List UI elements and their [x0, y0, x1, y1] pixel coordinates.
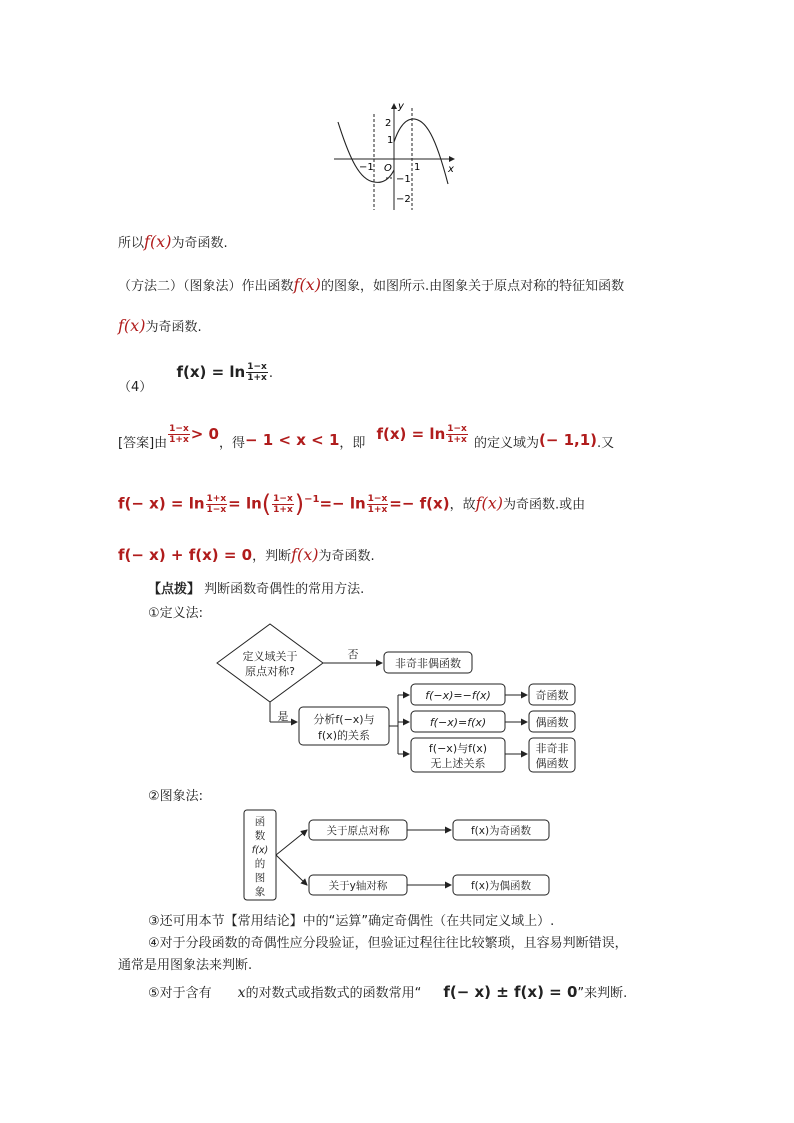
y-axis-label: y: [398, 101, 404, 112]
method-4-line2: 通常是用图象法来判断.: [118, 958, 253, 973]
sym-y-text: 关于y轴对称: [328, 880, 388, 892]
method-3-text: ③还可用本节【常用结论】中的“运算”确定奇偶性（在共同定义域上）.: [148, 914, 555, 929]
line-6: f(− x) = ln $\frac{1+x}{1-x}$ = ln( $\frac{1-x}{1+x}$ )$^{-1}$=− ln $\frac{1-x}{1+x}$ =− f(x)，故f(x)为奇函数.或由: [118, 490, 586, 518]
cond1-text: f(−x)=−f(x): [425, 689, 491, 702]
l5-f-lhs: f(x) = ln: [376, 425, 446, 443]
analyze-line2: f(x)的关系: [318, 729, 370, 742]
m5-x: x: [237, 985, 246, 1001]
x-axis-label: x: [448, 164, 454, 175]
tick-1: 1: [387, 135, 394, 146]
m5-prefix: ⑤对于含有: [148, 986, 212, 1001]
l6-fx: f(x): [475, 493, 504, 513]
diamond-line1: 定义域关于: [242, 650, 298, 663]
l4-num: （4）: [118, 380, 153, 395]
domain-diamond: [217, 624, 323, 702]
l7-formula: f(− x) + f(x) = 0: [118, 546, 253, 564]
l4-end: .: [268, 366, 273, 381]
l6-f: f(− x) = ln: [118, 494, 205, 513]
l5-get: ，得: [219, 436, 246, 451]
non-odd-even-text: 非奇非偶函数: [395, 657, 461, 670]
l5-domain-text: 的定义域为: [473, 436, 539, 451]
l6-pow: −1: [304, 494, 320, 506]
line-1: [118, 232, 228, 251]
l5-domain: (− 1,1): [538, 431, 598, 449]
graph-method-flowchart: [243, 808, 553, 902]
l5-frac2: $\frac{1-x}{1+x}$: [447, 424, 467, 445]
vbox-char-2: f(x): [251, 845, 269, 856]
m5-formula: f(− x) ± f(x) = 0: [443, 983, 578, 1001]
cond3-line2: 无上述关系: [430, 757, 486, 770]
sym-origin-text: 关于原点对称: [326, 825, 390, 837]
l6-suffix: 为奇函数.或由: [503, 497, 586, 513]
tick-neg2-y: −2: [396, 194, 411, 205]
method-2-label: ②图象法:: [148, 789, 204, 804]
l1-fx: f(x): [144, 232, 172, 251]
l4-frac: $\frac{1-x}{1+x}$: [247, 362, 267, 383]
l6-eq-neg-ln: =− ln: [319, 494, 366, 513]
l6-eq-neg-f: =− f(x): [389, 494, 450, 513]
tick-neg1-y: −1: [396, 174, 411, 185]
m5-suffix: ”来判断.: [577, 986, 628, 1001]
tips-heading: [148, 578, 364, 597]
tick-2: 2: [385, 118, 392, 129]
l2-prefix: （方法二）（图象法）作出函数: [118, 279, 294, 294]
l6-frac3: $\frac{1-x}{1+x}$: [367, 493, 388, 515]
res3-line1: 非奇非: [535, 742, 569, 755]
l7-suffix: 为奇函数.: [318, 549, 375, 564]
method-5: [148, 982, 627, 1001]
line-3: [118, 316, 202, 335]
odd-text: f(x)为奇函数: [470, 825, 532, 837]
line-2: [118, 275, 624, 294]
l4-formula: f(x) = ln: [176, 363, 246, 381]
l3-suffix: 为奇函数.: [145, 320, 202, 335]
even-text: f(x)为偶函数: [470, 880, 532, 892]
l6-frac1: $\frac{1+x}{1-x}$: [206, 493, 227, 515]
no-label: 否: [347, 648, 359, 661]
line-5: [118, 424, 614, 451]
l5-ji: ，即: [339, 436, 366, 451]
res1-text: 奇函数: [535, 689, 569, 702]
yes-label: 是: [277, 710, 289, 723]
method-4-line1: ④对于分段函数的奇偶性应分段验证，但验证过程往往比较繁琐，且容易判断错误，: [148, 936, 628, 951]
vbox-char-5: 象: [254, 886, 266, 898]
line-4: [118, 362, 273, 395]
m5-mid: 的对数式或指数式的函数常用“: [245, 986, 422, 1001]
tips-heading-label: 【点拨】: [148, 582, 201, 597]
line-7: [118, 545, 375, 564]
l6-eq-ln: = ln: [228, 494, 262, 513]
method-1-label: ①定义法:: [148, 606, 204, 621]
l5-ineq: − 1 < x < 1: [245, 431, 340, 449]
vbox-char-1: 数: [254, 830, 266, 842]
tips-heading-text: 判断函数奇偶性的常用方法.: [204, 582, 365, 597]
l6-gu: ，故: [449, 497, 476, 513]
tick-1-x: 1: [414, 162, 421, 173]
l5-gt: > 0: [190, 425, 219, 443]
definition-flowchart: [215, 622, 580, 774]
l5-frac: $\frac{1-x}{1+x}$: [169, 424, 189, 445]
res3-line2: 偶函数: [535, 757, 569, 770]
res2-text: 偶函数: [535, 716, 569, 729]
l1-suffix: 为奇函数.: [171, 236, 228, 251]
cond3-line1: f(−x)与f(x): [428, 742, 488, 755]
vbox-char-3: 的: [254, 858, 266, 870]
origin-label: O: [384, 163, 392, 174]
l5-you: .又: [597, 436, 615, 451]
l2-suffix: 的图象，如图所示.由图象关于原点对称的特征知函数: [320, 279, 625, 294]
l7-pan: ，判断: [252, 549, 292, 564]
l3-fx: f(x): [118, 316, 146, 335]
l6-frac2: $\frac{1-x}{1+x}$: [273, 493, 293, 515]
analyze-line1: 分析f(−x)与: [313, 713, 375, 726]
vbox-char-0: 函: [254, 816, 266, 828]
l1-prefix: 所以: [118, 236, 145, 251]
vbox-char-4: 图: [254, 872, 266, 884]
l7-fx: f(x): [291, 545, 319, 564]
diamond-line2: 原点对称?: [245, 665, 295, 678]
function-graph: [330, 98, 462, 214]
answer-label: [答案]由: [118, 436, 168, 451]
cond2-text: f(−x)=f(x): [429, 716, 487, 729]
l2-fx: f(x): [293, 275, 321, 294]
tick-neg1-x: −1: [359, 162, 374, 173]
